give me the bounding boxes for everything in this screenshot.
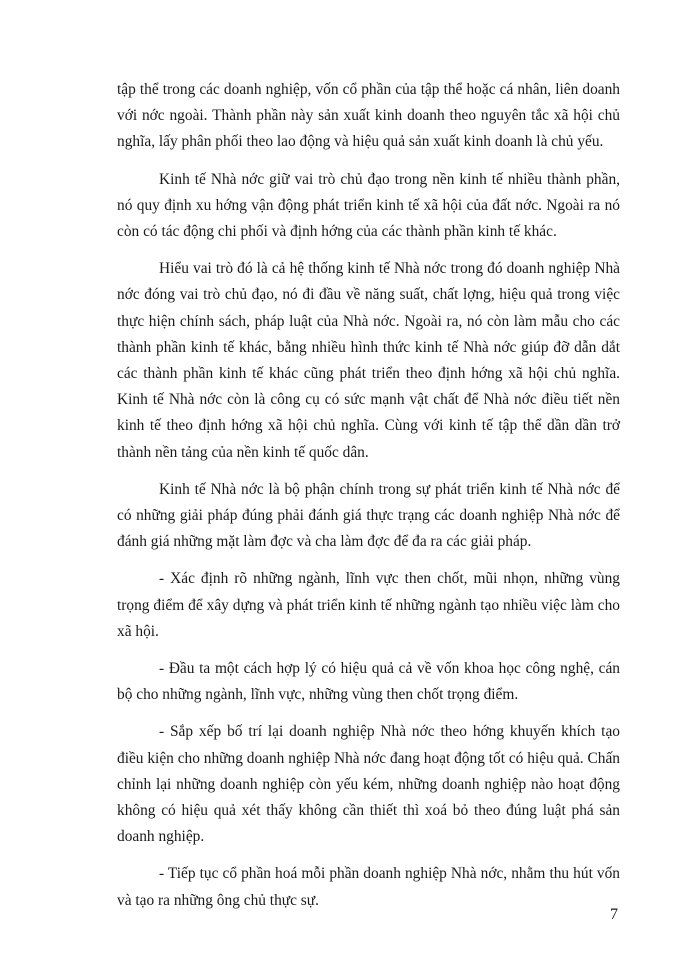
body-text [117, 77, 620, 925]
bullet-key-sectors: - Xác định rõ những ngành, lĩnh vực then chốt, mũi nhọn, những vùng trọng điểm để xây dựng và phát triển kinh tế những ngành tạo nhiều việc làm cho xã hội. [117, 570, 620, 640]
paragraph-state-economy-role: Kinh tế Nhà nớc giữ vai trò chủ đạo trong nền kinh tế nhiều thành phần, nó quy định xu hớng vận động phát triển kinh tế xã hội của đất nớc. Ngoài ra nó còn có tác động chi phối và định hớng của các thành phần kinh tế khác. [117, 170, 620, 241]
page-number: 7 [610, 906, 618, 923]
paragraph-assessment: Kinh tế Nhà nớc là bộ phận chính trong sự phát triển kinh tế Nhà nớc để có những giải pháp đúng phải đánh giá thực trạng các doanh nghiệp Nhà nớc để đánh giá những mặt làm đợc và cha làm đợc để đa ra các giải pháp. [117, 480, 620, 551]
bullet-restructuring: - Sắp xếp bố trí lại doanh nghiệp Nhà nớc theo hớng khuyến khích tạo điều kiện cho những doanh nghiệp Nhà nớc đang hoạt động tốt có hiệu quả. Chấn chỉnh lại những doanh nghiệp còn yếu kém, những doanh nghiệp nào hoạt động không có hiệu quả xét thấy không cần thiết thì xoá bỏ theo đúng luật phá sản doanh nghiệp. [117, 723, 620, 846]
paragraph-state-enterprise-role: Hiểu vai trò đó là cả hệ thống kinh tế Nhà nớc trong đó doanh nghiệp Nhà nớc đóng vai trò chủ đạo, nó đi đầu về năng suất, chất lợng, hiệu quả trong việc thực hiện chính sách, pháp luật của Nhà nớc. Ngoài ra, nó còn làm mẫu cho các thành phần kinh tế khác, bằng nhiều hình thức kinh tế Nhà nớc giúp đỡ dẫn dắt các thành phần kinh tế khác cũng phát triển theo định hớng xã hội chủ nghĩa. Kinh tế Nhà nớc còn là công cụ có sức mạnh vật chất để Nhà nớc điều tiết nền kinh tế theo định hớng xã hội chủ nghĩa. Cùng với kinh tế tập thể dần dần trở thành nền tảng của nền kinh tế quốc dân. [117, 260, 620, 461]
paragraph-continuation: tập thể trong các doanh nghiệp, vốn cổ phần của tập thể hoặc cá nhân, liên doanh với nớc ngoài. Thành phần này sản xuất kinh doanh theo nguyên tắc xã hội chủ nghĩa, lấy phân phối theo lao động và hiệu quả sản xuất kinh doanh là chủ yếu. [117, 81, 620, 151]
bullet-investment: - Đầu ta một cách hợp lý có hiệu quả cả về vốn khoa học công nghệ, cán bộ cho những ngành, lĩnh vực, những vùng then chốt trọng điểm. [117, 660, 620, 704]
bullet-equitization: - Tiếp tục cổ phần hoá mỗi phần doanh nghiệp Nhà nớc, nhằm thu hút vốn và tạo ra những ông chủ thực sự. [117, 865, 620, 909]
